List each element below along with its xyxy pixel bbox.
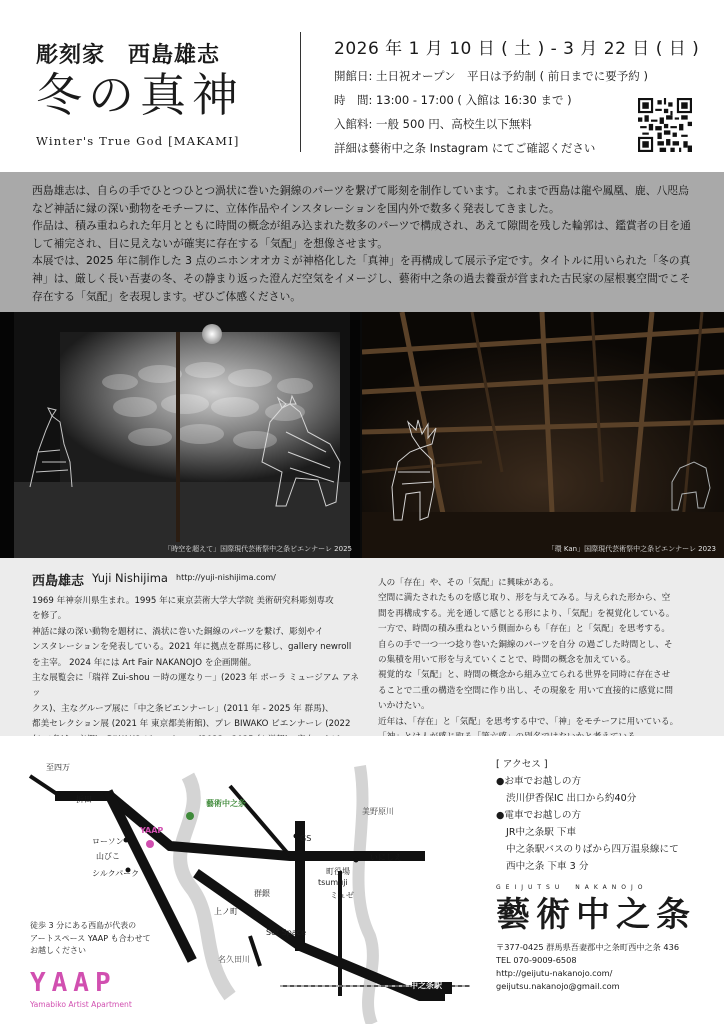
photo-deer (362, 312, 724, 558)
map-label-inishie: いにしえ (370, 853, 402, 862)
admission: 入館料: 一般 500 円、高校生以下無料 (334, 117, 532, 131)
opening-hours: 時 間: 13:00 - 17:00 ( 入館は 16:30 まで ) (334, 93, 572, 107)
exhibition-title-en: Winter's True God [MAKAMI] (36, 134, 240, 148)
map-label-town-office: 町役場 (326, 867, 350, 876)
photo-wolves (0, 312, 360, 558)
map-label-river-1: 名久田川 (218, 955, 250, 964)
yaap-note-line: アートスペース YAAP も合わせて (30, 933, 151, 943)
map-label-set-space: Set Space (266, 928, 307, 937)
bio-left-line: ンスタレーションを発表している。2021 年に拠点を群馬に移し、gallery newroll (32, 642, 352, 653)
org-tagline: GEIJUTSU NAKANOJO (496, 884, 648, 891)
bio-left-line: を主宰。 2024 年には Art Fair NAKANOJO を企画開催。 (32, 657, 257, 668)
bio-left-line: 主な展覧会に「瑞祥 Zui-shou －時の運なり－」(2023 年 ポーラ ミュージアム アネッ (32, 673, 359, 699)
access-car-line: 渋川伊香保IC 出口から約40分 (506, 793, 637, 804)
photo-deer-image (362, 312, 724, 558)
org-logo: 藝術中之条 (496, 895, 696, 935)
artist-line: 彫刻家 西島雄志 (36, 42, 221, 68)
intro-paragraph-1: 西島雄志は、自らの手でひとつひとつ渦状に巻いた銅線のパーツを繋げて彫刻を制作しています。これまで西島は龍や鳳凰、鹿、八咫烏など神話に縁の深い動物をモチーフに、立体作品やインスタレーションを国内外で数多く発表してきました。 (32, 184, 689, 215)
map-label-silkpark: シルクパーク (92, 869, 140, 878)
photo-deer-caption: 「環 Kan」国際現代芸術祭中之条ビエンナーレ 2023 (547, 545, 716, 553)
map-label-orita: 折田 (76, 795, 92, 804)
org-tel: TEL 070-9009-6508 (496, 955, 577, 965)
bio-left-line: を修了。 (32, 611, 67, 622)
yaap-note-line: お越しください (30, 946, 86, 955)
yaap-logo-text: YAAP (30, 968, 117, 998)
bio-right-line: 間を再構成する。光を通して感じとる形により、「気配」を視覚化している。 (378, 608, 675, 619)
yaap-note (30, 920, 151, 958)
map-label-museum: ミュゼ (330, 891, 354, 900)
access-car-heading: ●お車でお越しの方 (496, 776, 582, 787)
intro-paragraph-3: 本展では、2025 年に制作した 3 点のニホンオオカミが神格化した「真神」を再構成して展示予定です。タイトルに用いられた「冬の真神」は、厳しく長い吾妻の冬、その静まり返った澄んだ空気をイメージし、藝術中之条の過去養蚕が営まれた古民家の屋根裏空間でこそ存在する「気配」を表現します。ぜひご体感ください。 (32, 254, 691, 303)
header (0, 0, 724, 172)
intro-band (0, 172, 724, 312)
bio-right-line: 一方で、時間の積み重ねという側面からも「存在」と「気配」を思考する。 (378, 624, 671, 635)
org-email-link[interactable]: geijutsu.nakanojo@gmail.com (496, 981, 620, 991)
yaap-logo (30, 968, 117, 998)
map-label-venue: 藝術中之条 (206, 799, 246, 808)
bio-left-line: 都美セレクション展 (2021 年 東京都美術館)、プレ BIWAKO ビエンナーレ (2022 (32, 719, 351, 730)
bio-right-line: 視覚的な「気配」と、時間の概念から組み立てられる世界を同時に存在させ (378, 670, 671, 681)
qr-code-icon[interactable] (638, 98, 692, 152)
exhibition-title: 冬の真神 (36, 68, 244, 122)
access-train-line-3: 西中之条 下車 3 分 (506, 861, 589, 872)
intro-paragraph-2: 作品は、積み重ねられた年月とともに時間の概念が組み込まれた数多のパーツで構成され、あえて隙間を残した輪郭は、鑑賞者の目を通して補完され、目に見えないが確実に存在する「気配」を想像させます。 (32, 219, 691, 250)
artist-website-link[interactable]: http://yuji-nishijima.com/ (176, 573, 276, 582)
open-days: 開館日: 土日祝オープン 平日は予約制 ( 前日までに要予約 ) (334, 69, 648, 83)
map-label-yaap: YAAP (140, 826, 164, 835)
map-label-lawson: ローソン (92, 837, 124, 846)
org-web-link[interactable]: http://geijutu-nakanojo.com/ (496, 968, 613, 978)
header-divider (300, 32, 301, 152)
map-label-uenocho: 上ノ町 (214, 907, 238, 916)
bio-right-line: 人の「存在」や、その「気配」に興味がある。 (378, 578, 559, 588)
photo-wolves-caption: 「時空を超えて」国際現代芸術祭中之条ビエンナーレ 2025 (164, 545, 352, 553)
bio-right-line: 空間に満たされたものを感じ取り、形を与えてみる。与えられた形から、空 (378, 593, 671, 604)
artist-name: 西島雄志 (32, 574, 85, 589)
map-label-shijuman: 至四万 (46, 763, 70, 772)
map-label-tsumuji: tsumuji (318, 878, 348, 887)
yaap-subtitle: Yamabiko Artist Apartment (30, 1000, 132, 1009)
artist-name-en: Yuji Nishijima (92, 571, 168, 585)
yaap-note-line: 徒歩 3 分にある西島が代表の (30, 921, 137, 930)
bio-section (0, 558, 724, 736)
access-train-line-2: 中之条駅バスのりばから四万温泉線にて (506, 844, 679, 855)
bio-right-line: ることで二重の構造を空間に作り出し、その現象を 用いて直接的に感覚に問 (378, 685, 673, 696)
organizer-block (496, 882, 696, 993)
org-address: 〒377-0425 群馬県吾妻郡中之条町西中之条 436 (496, 942, 680, 952)
bio-left-line: 1969 年神奈川県生まれ。1995 年に東京芸術大学大学院 美術研究科彫刻専攻 (32, 596, 334, 606)
access-info (496, 756, 679, 875)
map-label-gunma-bank: 群銀 (254, 889, 270, 898)
access-train-heading: ●電車でお越しの方 (496, 810, 582, 821)
map-label-river-2: 美野原川 (362, 807, 394, 816)
bio-right-line: 近年は、「存在」と「気配」を思考する中で、「神」をモチーフに用いている。 (378, 716, 679, 727)
map-label-station: 中之条駅 (410, 981, 442, 990)
access-heading: [ アクセス ] (496, 759, 548, 770)
bio-left-line: クス)、主なグループ展に「中之条ビエンナーレ」(2011 年 - 2025 年 群馬)、 (32, 703, 334, 714)
bio-right-line: 自らの手で一つ一つ捻り巻いた銅線のパーツを自分 の過ごした時間とし、そ (378, 639, 673, 650)
photo-strip (0, 312, 724, 558)
access-train-line-1: JR中之条駅 下車 (506, 827, 577, 838)
bio-right-line: いかけたい。 (378, 701, 430, 712)
bio-right-column (378, 576, 700, 745)
photo-wolves-image (0, 312, 360, 558)
map-access-section (0, 736, 724, 1024)
details-note: 詳細は藝術中之条 Instagram にてご確認ください (334, 141, 596, 155)
bio-left-line: 神話に縁の深い動物を題材に、渦状に巻いた銅線のパーツを繋げ、彫刻やイ (32, 626, 324, 637)
bio-right-line: の集積を用いて形を与えていくことで、時間の概念を加えている。 (378, 655, 636, 666)
map-label-gs: GS (300, 834, 312, 843)
map-label-yamabiko: 山びこ (96, 852, 120, 861)
exhibition-dates: 2026 年 1 月 10 日 ( 土 ) - 3 月 22 日 ( 日 ) (334, 39, 700, 59)
